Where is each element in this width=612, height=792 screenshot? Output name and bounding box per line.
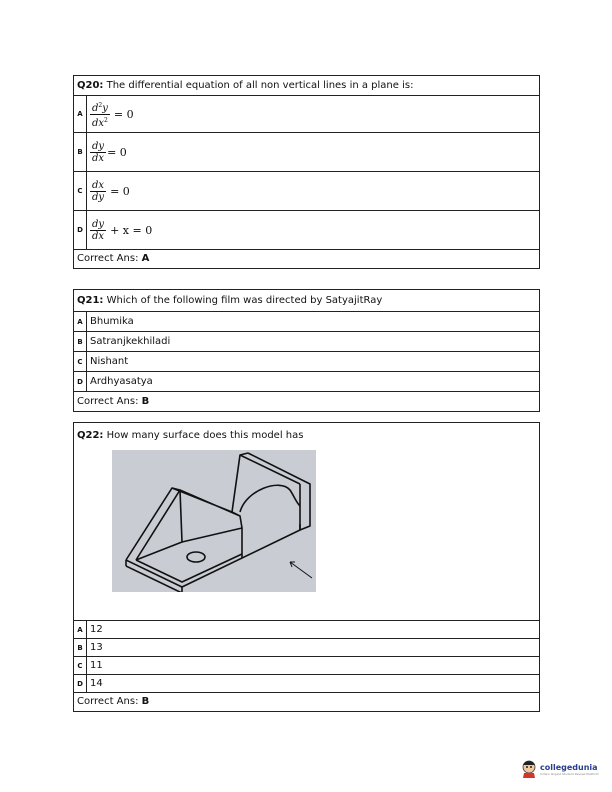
question-21-number: Q21: (77, 295, 104, 306)
fraction: $\frac{dx}{dy}$ (92, 179, 105, 203)
option-text: Nishant (90, 356, 129, 367)
q22-correct-answer: Correct Ans: B (77, 696, 150, 707)
option-text: Bhumika (90, 316, 134, 327)
option-text: 14 (90, 678, 103, 689)
logo-name: collegedunia (540, 762, 598, 772)
mascot-icon (521, 760, 537, 778)
q21-answer-value: B (141, 396, 150, 407)
option-letter: A (74, 312, 87, 331)
fraction: $\frac{dy}{dx}$ (92, 140, 105, 164)
q22-option-a[interactable] (74, 621, 539, 639)
q22-option-c[interactable] (74, 657, 539, 675)
fraction: $\frac{d^2y}{dx^2}$ (92, 101, 108, 129)
q21-option-d[interactable] (74, 372, 539, 392)
q21-option-c[interactable] (74, 352, 539, 372)
option-letter: C (74, 352, 87, 371)
q20-option-a-equation: $\frac{d^2y}{dx^2}$ = 0 (92, 101, 134, 129)
q20-correct-answer: Correct Ans: A (77, 253, 150, 264)
isometric-model-figure (112, 450, 316, 592)
logo-tagline: India's largest Student Review Platform (540, 771, 600, 776)
q21-option-b[interactable] (74, 332, 539, 352)
question-22-text: How many surface does this model has (106, 430, 304, 441)
q20-option-b[interactable] (74, 133, 539, 172)
option-letter: C (74, 172, 87, 210)
q22-option-b[interactable] (74, 639, 539, 657)
question-20-header (74, 76, 539, 96)
question-20-number: Q20: (77, 80, 104, 91)
q22-option-d[interactable] (74, 675, 539, 693)
option-text: Satranjkekhiladi (90, 336, 171, 347)
option-letter: A (74, 621, 87, 638)
model-figure-area (74, 445, 539, 621)
q21-correct-answer: Correct Ans: B (77, 396, 150, 407)
option-letter: C (74, 657, 87, 674)
q20-option-c[interactable] (74, 172, 539, 211)
option-text: Ardhyasatya (90, 376, 153, 387)
option-letter: D (74, 211, 87, 249)
q20-option-b-equation: $\frac{dy}{dx}$ = 0 (92, 140, 127, 164)
option-text: 12 (90, 624, 103, 635)
question-22 (73, 422, 540, 712)
question-21 (73, 289, 540, 412)
option-letter: D (74, 675, 87, 692)
option-letter: A (74, 96, 87, 132)
option-letter: B (74, 133, 87, 171)
option-text: 11 (90, 660, 103, 671)
question-20 (73, 75, 540, 269)
question-22-number: Q22: (77, 430, 104, 441)
q20-option-a[interactable] (74, 96, 539, 133)
q20-option-c-equation: $\frac{dx}{dy}$ = 0 (92, 179, 130, 203)
question-22-header (74, 423, 539, 445)
question-21-text: Which of the following film was directed by SatyajitRay (106, 295, 383, 306)
collegedunia-logo (521, 760, 599, 778)
option-letter: B (74, 332, 87, 351)
q22-answer-value: B (141, 696, 150, 707)
q20-answer-value: A (141, 253, 150, 264)
question-21-header (74, 290, 539, 312)
option-letter: D (74, 372, 87, 391)
fraction: $\frac{dy}{dx}$ (92, 218, 105, 242)
option-letter: B (74, 639, 87, 656)
q20-option-d[interactable] (74, 211, 539, 250)
question-20-text: The differential equation of all non vertical lines in a plane is: (106, 80, 414, 91)
q21-option-a[interactable] (74, 312, 539, 332)
option-text: 13 (90, 642, 103, 653)
q20-option-d-equation: $\frac{dy}{dx}$ + x = 0 (92, 218, 153, 242)
